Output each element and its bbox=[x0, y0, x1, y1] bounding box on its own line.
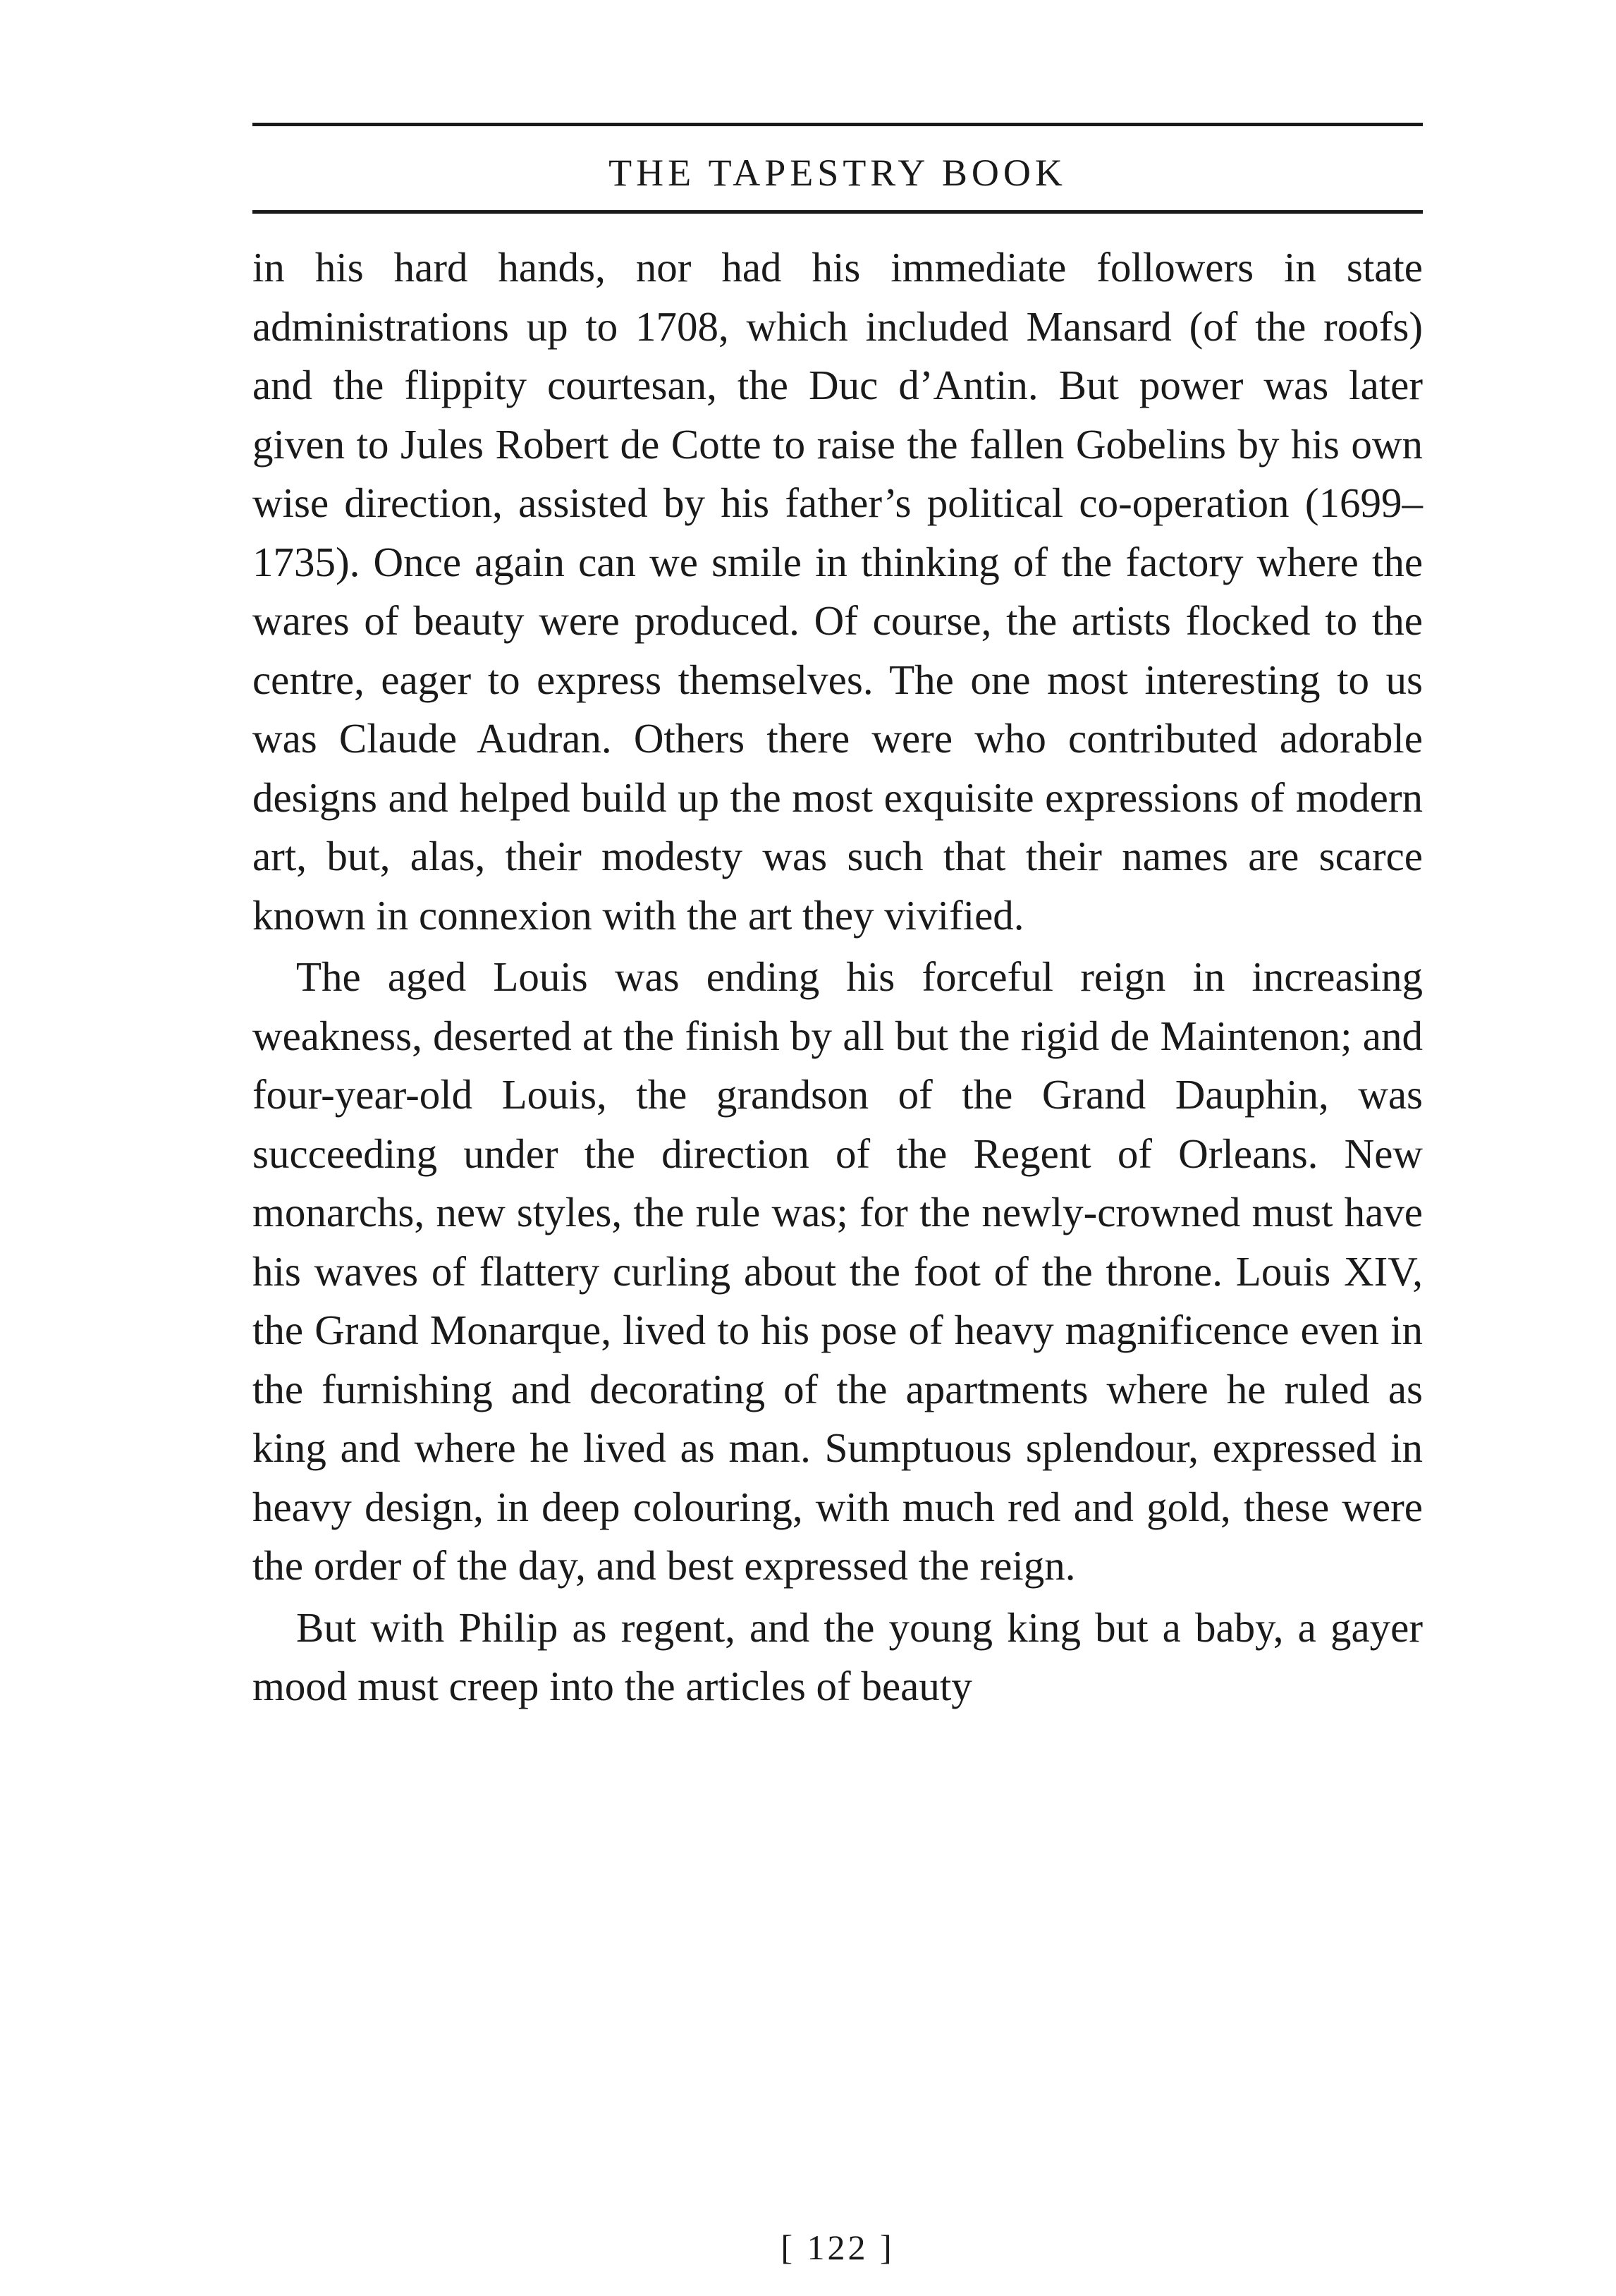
paragraph-2: The aged Louis was ending his forceful reign in increasing weakness, deserted at the finish by all but the rigid de Maintenon; and four-year-old Louis, the grandson of the Grand Dauphin, was succeeding under the direction of the Regent of Orleans. New monarchs, new styles, the rule was; for the newly-crowned must have his waves of flattery curling about the foot of the throne. Louis XIV, the Grand Monarque, lived to his pose of heavy magnificence even in the furnishing and decorating of the apartments where he ruled as king and where he lived as man. Sumptuous splendour, expressed in heavy design, in deep colouring, with much red and gold, these were the order of the day, and best expressed the reign. bbox=[252, 953, 1423, 1589]
header-rule-bottom bbox=[252, 210, 1423, 214]
header-rule-top bbox=[252, 123, 1423, 126]
paragraph-3: But with Philip as regent, and the young king but a baby, a gayer mood must creep into the articles of beauty bbox=[252, 1604, 1423, 1709]
page-number: [ 122 ] bbox=[781, 2228, 895, 2267]
running-head: THE TAPESTRY BOOK bbox=[608, 152, 1067, 194]
body-text bbox=[252, 238, 1423, 1719]
paragraph-1: in his hard hands, nor had his immediate followers in state administrations up to 1708, which included Mansard (of the roofs) and the flippity courtesan, the Duc d’Antin. But power was later given to Jules Robert de Cotte to raise the fallen Gobelins by his own wise direction, assisted by his father’s political co-operation (1699–1735). Once again can we smile in thinking of the factory where the wares of beauty were produced. Of course, the artists flocked to the centre, eager to express themselves. The one most interesting to us was Claude Audran. Others there were who contributed adorable designs and helped build up the most exquisite expressions of modern art, but, alas, their modesty was such that their names are scarce known in connexion with the art they vivified. bbox=[252, 244, 1423, 939]
